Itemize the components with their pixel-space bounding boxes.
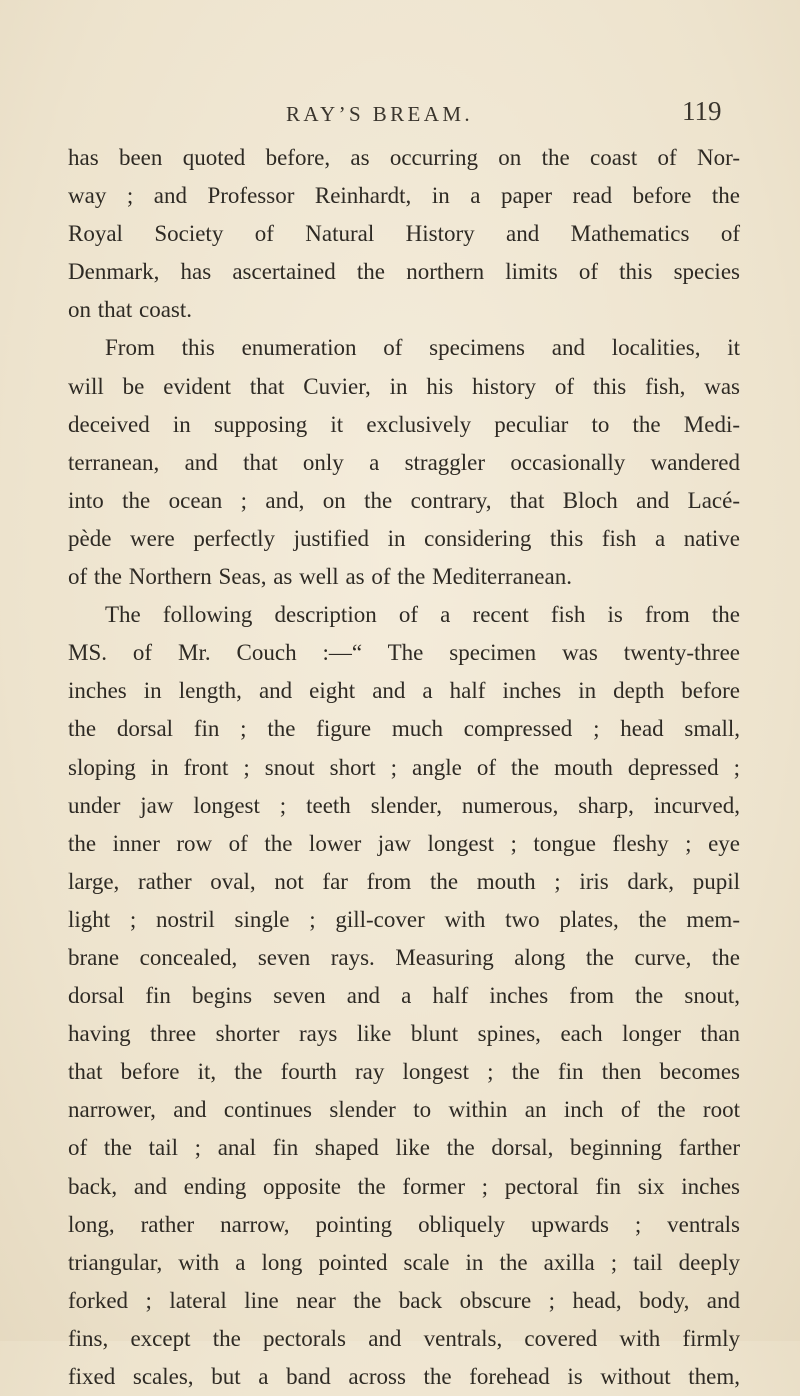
text-line: of the Northern Seas, as well as of the Mediterranean. <box>68 564 572 590</box>
text-line: From this enumeration of specimens and localities, it <box>105 335 740 361</box>
text-line: the inner row of the lower jaw longest ; tongue fleshy ; eye <box>68 830 740 856</box>
text-line: narrower, and continues slender to within an inch of the root <box>68 1097 740 1123</box>
text-line: large, rather oval, not far from the mouth ; iris dark, pupil <box>68 868 740 894</box>
text-line: brane concealed, seven rays. Measuring along the curve, the <box>68 944 740 970</box>
text-line: inches in length, and eight and a half inches in depth before <box>68 678 740 704</box>
text-line: that before it, the fourth ray longest ; the fin then becomes <box>68 1059 740 1085</box>
body-text <box>68 139 740 1396</box>
text-line: on that coast. <box>68 297 192 323</box>
text-line: under jaw longest ; teeth slender, numerous, sharp, incurved, <box>68 792 740 818</box>
text-line: the dorsal fin ; the figure much compressed ; head small, <box>68 716 740 742</box>
page-number: 119 <box>682 96 722 126</box>
text-line: pède were perfectly justified in considering this fish a native <box>68 525 740 551</box>
text-line: long, rather narrow, pointing obliquely upwards ; ventrals <box>68 1211 740 1237</box>
text-line: light ; nostril single ; gill-cover with two plates, the mem- <box>68 906 740 932</box>
text-line: fixed scales, but a band across the forehead is without them, <box>68 1364 740 1389</box>
running-head-title: RAY’S BREAM. <box>286 102 474 126</box>
text-line: back, and ending opposite the former ; pectoral fin six inches <box>68 1173 740 1199</box>
text-line: Denmark, has ascertained the northern limits of this species <box>68 259 740 285</box>
text-line: fins, except the pectorals and ventrals, covered with firmly <box>68 1325 740 1351</box>
text-line: MS. of Mr. Couch :—“ The specimen was twenty-three <box>68 640 740 666</box>
text-line: sloping in front ; snout short ; angle of the mouth depressed ; <box>68 754 740 780</box>
text-line: dorsal fin begins seven and a half inches from the snout, <box>68 983 740 1009</box>
text-line: Royal Society of Natural History and Mathematics of <box>68 221 740 247</box>
text-line: The following description of a recent fish is from the <box>105 602 740 628</box>
text-line: way ; and Professor Reinhardt, in a paper read before the <box>68 183 740 209</box>
text-line: will be evident that Cuvier, in his history of this fish, was <box>68 373 740 399</box>
text-line: forked ; lateral line near the back obscure ; head, body, and <box>68 1287 740 1313</box>
text-line: of the tail ; anal fin shaped like the dorsal, beginning farther <box>68 1135 740 1161</box>
text-line: having three shorter rays like blunt spines, each longer than <box>68 1021 740 1047</box>
text-line: triangular, with a long pointed scale in the axilla ; tail deeply <box>68 1249 740 1275</box>
text-line: terranean, and that only a straggler occasionally wandered <box>68 449 740 475</box>
running-head <box>0 96 800 136</box>
text-line: has been quoted before, as occurring on the coast of Nor- <box>68 145 740 170</box>
text-line: deceived in supposing it exclusively peculiar to the Medi- <box>68 411 740 437</box>
text-line: into the ocean ; and, on the contrary, that Bloch and Lacé- <box>68 487 740 513</box>
